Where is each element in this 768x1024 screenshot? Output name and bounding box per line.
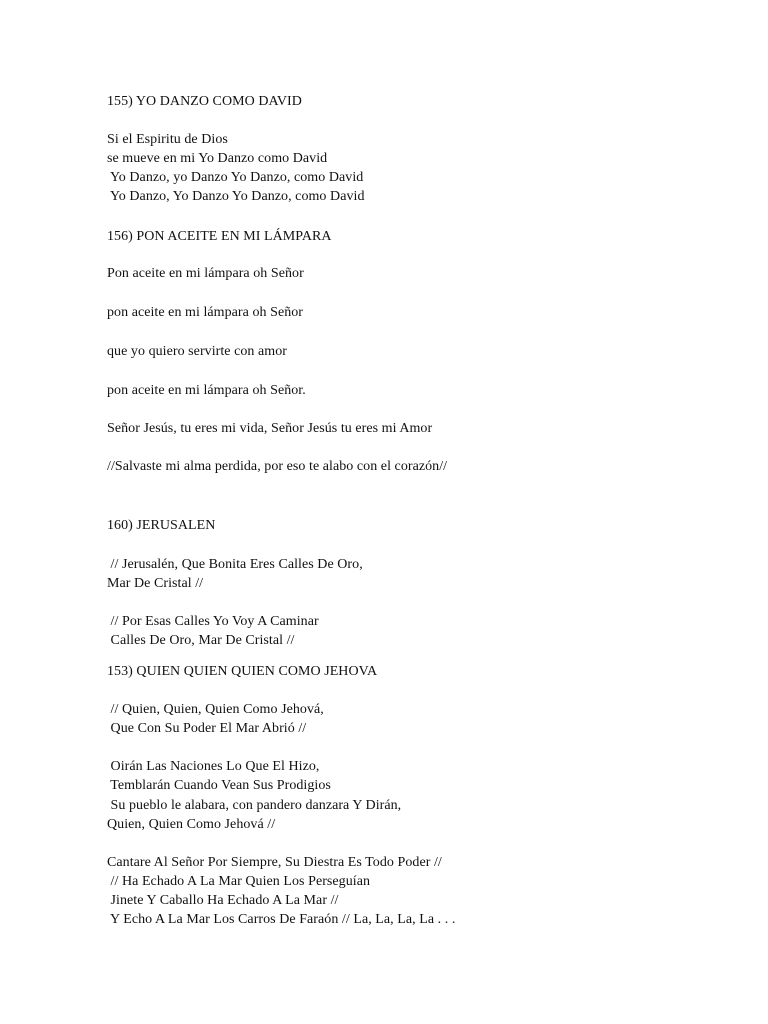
lyric-line: Temblarán Cuando Vean Sus Prodigios bbox=[107, 778, 331, 793]
lyric-line: Cantare Al Señor Por Siempre, Su Diestra Es Todo Poder // bbox=[107, 855, 442, 870]
lyric-line: Pon aceite en mi lámpara oh Señor bbox=[107, 266, 304, 281]
lyric-line: //Salvaste mi alma perdida, por eso te alabo con el corazón// bbox=[107, 459, 448, 474]
lyric-line: pon aceite en mi lámpara oh Señor bbox=[107, 305, 304, 320]
lyric-line: se mueve en mi Yo Danzo como David bbox=[107, 151, 328, 166]
lyric-line: pon aceite en mi lámpara oh Señor. bbox=[107, 383, 306, 398]
lyric-line: Calles De Oro, Mar De Cristal // bbox=[107, 633, 295, 648]
lyric-line: // Jerusalén, Que Bonita Eres Calles De Oro, bbox=[107, 557, 363, 572]
lyric-line: Si el Espiritu de Dios bbox=[107, 132, 228, 147]
lyric-line: Jinete Y Caballo Ha Echado A La Mar // bbox=[107, 893, 339, 908]
lyric-line: Yo Danzo, yo Danzo Yo Danzo, como David bbox=[107, 170, 364, 185]
lyric-line: Mar De Cristal // bbox=[107, 576, 204, 591]
song-title-155: 155) YO DANZO COMO DAVID bbox=[107, 94, 302, 109]
lyric-line: que yo quiero servirte con amor bbox=[107, 344, 287, 359]
song-title-156: 156) PON ACEITE EN MI LÁMPARA bbox=[107, 229, 332, 244]
lyric-line: Que Con Su Poder El Mar Abrió // bbox=[107, 721, 307, 736]
lyric-line: // Por Esas Calles Yo Voy A Caminar bbox=[107, 614, 319, 629]
song-title-153: 153) QUIEN QUIEN QUIEN COMO JEHOVA bbox=[107, 664, 378, 679]
lyric-line: Y Echo A La Mar Los Carros De Faraón // La, La, La, La . . . bbox=[107, 912, 456, 927]
lyric-line: // Quien, Quien, Quien Como Jehová, bbox=[107, 702, 324, 717]
song-title-160: 160) JERUSALEN bbox=[107, 518, 216, 533]
lyric-line: Su pueblo le alabara, con pandero danzara Y Dirán, bbox=[107, 798, 402, 813]
lyric-line: // Ha Echado A La Mar Quien Los Perseguían bbox=[107, 874, 371, 889]
lyric-line: Quien, Quien Como Jehová // bbox=[107, 817, 276, 832]
lyric-line: Señor Jesús, tu eres mi vida, Señor Jesús tu eres mi Amor bbox=[107, 421, 433, 436]
lyric-line: Oirán Las Naciones Lo Que El Hizo, bbox=[107, 759, 320, 774]
lyric-line: Yo Danzo, Yo Danzo Yo Danzo, como David bbox=[107, 189, 365, 204]
